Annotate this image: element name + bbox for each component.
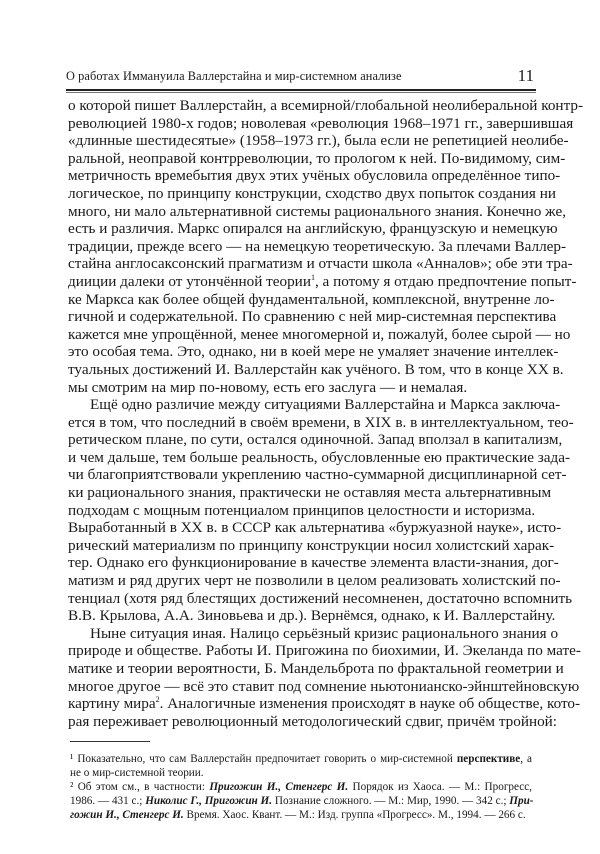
text-line: рический материализм по принципу конструкции носил холистский харак- <box>68 536 555 554</box>
text-line: матизм и ряд других черт не позволили в целом реализовать холистский по- <box>68 572 561 590</box>
text-line: много, ни мало альтернативной системы рационального знания. Конечно же, <box>68 202 567 220</box>
footnote-line <box>70 767 532 781</box>
footnote-separator <box>70 741 150 742</box>
text-line: логическое, по принципу конструкции, сходство двух попыток создания ни <box>68 184 556 202</box>
text-segment: Познание сложного. — М.: Мир, 1990. — 342 с.; <box>272 794 510 807</box>
text-line: рая переживает революционный методологический сдвиг, причём тройной: <box>68 712 558 730</box>
paragraph <box>68 624 581 731</box>
text-line <box>68 272 577 291</box>
text-line: гичной и содержательной. По сравнению с ней мир-системная перспектива <box>68 308 557 326</box>
text-line: многое другое — всё это ставит под сомнение ньютонианско-эйнштейновскую <box>68 677 580 695</box>
text-line: и чем дальше, тем больше реальность, обусловленные ею практические зада- <box>68 448 571 466</box>
text-segment: . Аналогичные изменения происходят в науке об обществе, кото- <box>159 695 581 713</box>
author-names: гожин И., Стенгерс И. <box>70 808 184 821</box>
text-line: ется в том, что последний в своём времени, в XIX в. в интеллектуальном, тео- <box>68 413 574 431</box>
text-segment: ¹ Показательно, что сам Валлерстайн предпочитает говорить о мир-системной <box>70 753 457 765</box>
text-line: чи благоприятствовали укреплению частно-суммарной дисциплинарной сет- <box>68 466 567 484</box>
text-line: подходам с мощным потенциалом принципов целостности и историзма. <box>68 501 536 519</box>
paragraph <box>68 97 584 396</box>
text-segment: Время. Хаос. Квант. — М.: Изд. группа «Прогресс». М., 1994. — 266 с. <box>183 808 526 821</box>
footnote-line <box>70 795 532 809</box>
text-line: ки рационального знания, практически не оставляя места альтернативным <box>68 484 552 502</box>
author-names: Пригожин И., Стенгерс И. <box>209 780 349 793</box>
text-line: кажется мне упрощённой, менее многомерной и, пожалуй, более сырой — но <box>68 325 571 343</box>
text-line: ке Маркса как более общей фундаментальной, комплексной, внутренне ло- <box>68 290 555 308</box>
text-segment: ² Об этом см., в частности: <box>70 780 210 793</box>
text-line: традиции, прежде всего — на немецкую теоретическую. За плечами Валлер- <box>68 237 567 255</box>
text-line: Ныне ситуация иная. Налицо серьёзный кризис рационального знания о <box>90 624 559 642</box>
footnote-line <box>70 809 532 823</box>
author-names: Николис Г., Пригожин И. <box>145 794 273 807</box>
text-line: природе и обществе. Работы И. Пригожина по биохимии, И. Экеланда по мате- <box>68 642 581 660</box>
text-segment: не о мир-системной теории. <box>70 766 204 779</box>
text-line: В.В. Крылова, А.А. Зиновьева и др.). Вернёмся, однако, к И. Валлерстайну. <box>68 607 556 625</box>
header-rule <box>66 89 536 91</box>
body-text <box>68 97 584 730</box>
footnote-2 <box>70 781 532 823</box>
author-names: При- <box>509 794 534 807</box>
text-line: матике и теории вероятности, Б. Мандельброта по фрактальной геометрии и <box>68 660 564 677</box>
text-line: «длинные шестидесятые» (1958–1973 гг.), была если не репетицией неолибе- <box>68 132 569 150</box>
text-line: Выработанный в XX в. в СССР как альтернатива «буржуазной науке», исто- <box>68 519 562 537</box>
footnote-line <box>70 753 532 767</box>
footnotes <box>70 753 532 822</box>
text-segment: , а потому я отдаю предпочтение попыт- <box>314 272 577 290</box>
footnote-marker: 2 <box>155 695 160 705</box>
text-line: туальных достижений И. Валлерстайн как учёного. В том, что в конце XX в. <box>68 360 564 378</box>
text-segment: Порядок из Хаоса. — М.: Прогресс, <box>348 780 532 793</box>
text-line: Ещё одно различие между ситуациями Валлерстайна и Маркса заключа- <box>90 396 561 414</box>
running-title: О работах Иммануила Валлерстайна и мир-системном анализе <box>66 69 402 83</box>
footnote-1 <box>70 753 532 781</box>
running-header <box>66 66 536 88</box>
text-line: есть и различия. Маркс опирался на английскую, французскую и немецкую <box>68 220 558 238</box>
header-rule-thin <box>66 92 536 93</box>
text-line: тер. Однако его функционирование в качестве элемента власти-знания, дог- <box>68 554 559 572</box>
text-line: о которой пишет Валлерстайн, а всемирной/глобальной неолиберальной контр- <box>68 97 584 114</box>
text-segment: картину мира <box>68 695 156 713</box>
footnote-line <box>70 781 532 795</box>
text-line: ретическом плане, по сути, остался одиночной. Запад вползал в капитализм, <box>68 431 563 449</box>
paragraph <box>68 396 574 625</box>
footnote-marker: 1 <box>310 272 315 282</box>
page-number: 11 <box>517 66 534 85</box>
text-line: революцией 1980-х годов; новолевая «революция 1968–1971 гг., завершившая <box>68 114 574 132</box>
text-line: ральной, неоправой контрреволюции, то прологом к ней. По-видимому, сим- <box>68 149 566 167</box>
text-line: мы смотрим на мир по-новому, есть его заслуга — и немалая. <box>68 378 468 396</box>
text-line: метричность времебытия двух этих учёных обусловила определённое типо- <box>68 167 561 185</box>
text-line: это особая тема. Это, однако, ни в коей мере не умаляет значение интеллек- <box>68 343 559 361</box>
text-segment: дииции далеки от утончённой теории <box>68 272 311 290</box>
text-segment: перспективе <box>456 753 521 765</box>
text-line: стайна англосаксонский прагматизм и отчасти школа «Анналов»; обе эти тра- <box>68 255 573 273</box>
text-segment: 1986. — 431 с.; <box>70 794 146 807</box>
text-segment: , а <box>520 753 533 765</box>
text-line <box>68 695 581 713</box>
text-line: тенциал (хотя ряд блестящих достижений несомненен, достаточно вспомнить <box>68 589 573 607</box>
